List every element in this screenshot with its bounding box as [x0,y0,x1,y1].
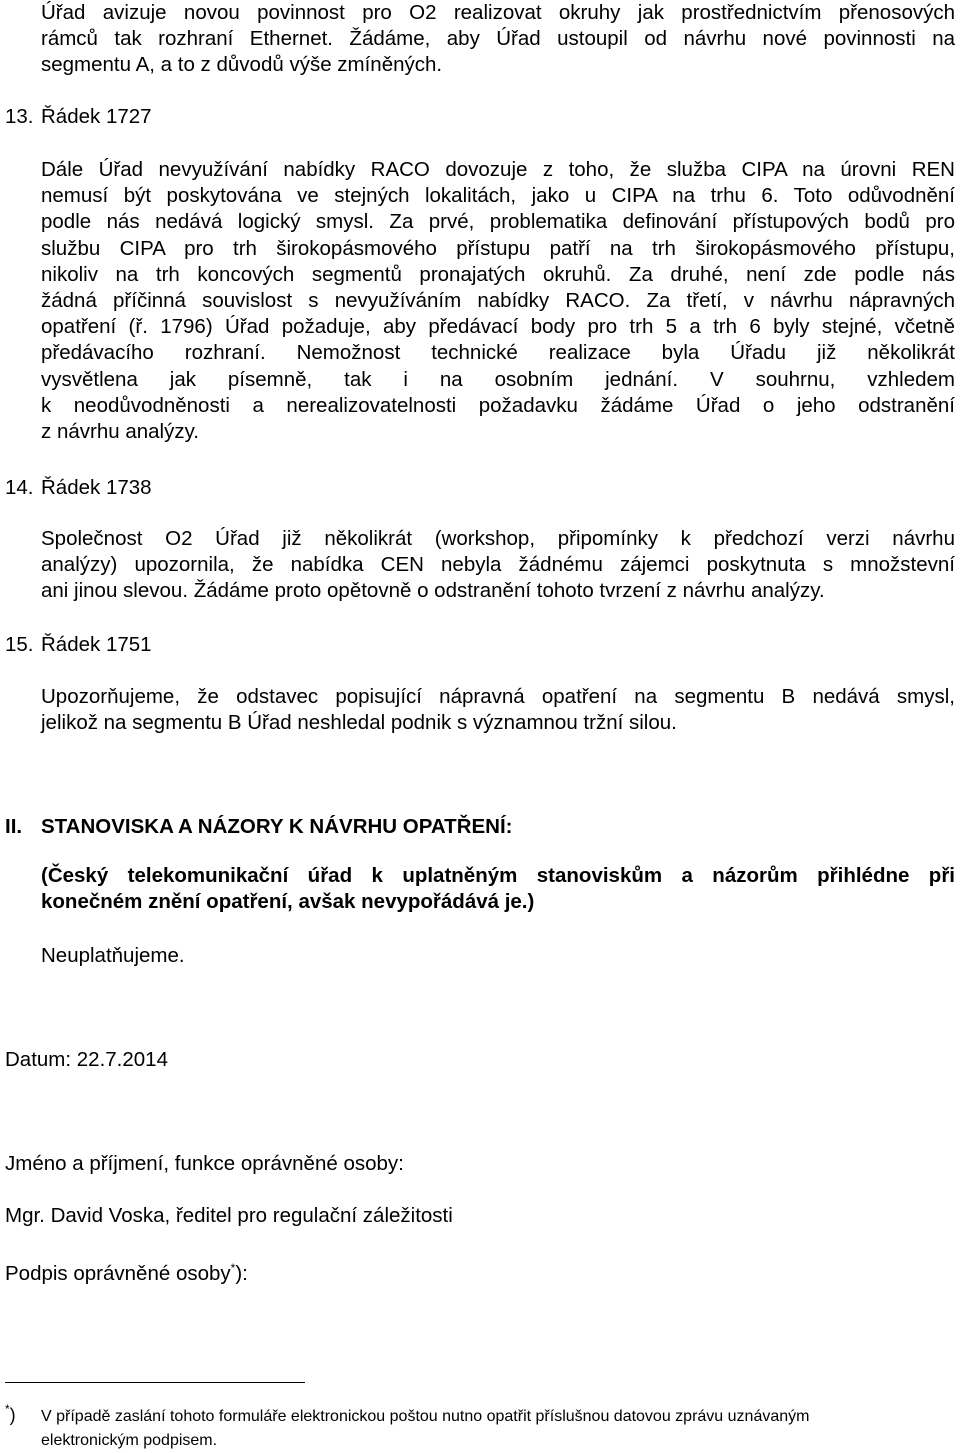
item-number: 14. [5,476,34,499]
text-line: k neodůvodněnosti a nerealizovatelnosti požadavku žádáme Úřad o jeho odstranění [41,393,955,417]
section-title: STANOVISKA A NÁZORY K NÁVRHU OPATŘENÍ: [41,815,513,838]
text-line: Dále Úřad nevyužívání nabídky RACO dovozuje z toho, že služba CIPA na úrovni REN [41,158,955,181]
footnote-marker [5,1396,16,1428]
item-number: 13. [5,105,34,128]
item-heading-13 [5,104,152,130]
text-line: analýzy) upozornila, že nabídka CEN nebyla žádnému zájemci poskytnuta s množstevní [41,553,955,577]
name-label: Jméno a příjmení, funkce oprávněné osoby: [5,1152,404,1175]
text-line: nikoliv na trh koncových segmentů pronajatých okruhů. Za druhé, není zde podle nás [41,262,955,286]
item-15-paragraph [41,684,955,736]
item-14-paragraph [41,526,955,605]
footnote-paren: ) [9,1405,16,1425]
item-number: 15. [5,633,34,656]
text-line: (Český telekomunikační úřad k uplatněným stanoviskům a názorům přihlédne při [41,864,955,887]
text-line: nemusí být poskytována ve stejných lokalitách, jako u CIPA na trhu 6. Toto odůvodnění [41,184,955,208]
item-13-paragraph [41,157,955,445]
item-heading-14 [5,475,152,501]
text-line: Úřad avizuje novou povinnost pro O2 realizovat okruhy jak prostřednictvím přenosových [41,1,955,24]
signature-label [5,1255,248,1287]
text-line: V případě zaslání tohoto formuláře elektronickou poštou nutno opatřit příslušnou datovou zprávu uznávaným [41,1408,810,1425]
text-line: jelikož na segmentu B Úřad neshledal podnik s významnou tržní silou. [41,711,677,735]
text-line: Upozorňujeme, že odstavec popisující nápravná opatření na segmentu B nedává smysl, [41,685,955,708]
text-line: Společnost O2 Úřad již několikrát (workshop, připomínky k předchozí verzi návrhu [41,527,955,550]
item-title: Řádek 1738 [41,476,152,499]
text-line: konečném znění opatření, avšak nevypořádává je.) [41,890,535,914]
date-field: Datum: 22.7.2014 [5,1048,168,1071]
footnote-text [41,1405,957,1453]
text-line: žádná příčinná souvislost s nevyužíváním nabídky RACO. Za třetí, v návrhu nápravných [41,289,955,313]
text-line: elektronickým podpisem. [41,1432,218,1449]
name-value: Mgr. David Voska, ředitel pro regulační záležitosti [5,1204,453,1227]
section-heading [5,814,513,840]
intro-paragraph [41,0,955,79]
footnote-star: * [5,1402,10,1416]
section-response: Neuplatňujeme. [41,944,185,967]
text-line: opatření (ř. 1796) Úřad požaduje, aby předávací body pro trh 5 a trh 6 byly stejné, včetně [41,315,955,339]
section-note [41,863,955,915]
item-title: Řádek 1727 [41,105,152,128]
text-line: ani jinou slevou. Žádáme proto opětovně o odstranění tohoto tvrzení z návrhu analýzy. [41,579,825,603]
text-line: rámců tak rozhraní Ethernet. Žádáme, aby Úřad ustoupil od návrhu nové povinnosti na [41,27,955,51]
footnote-divider [5,1382,305,1383]
text-line: službu CIPA pro trh širokopásmového přístupu patří na trh širokopásmového přístupu, [41,236,955,260]
text-line: segmentu A, a to z důvodů výše zmíněných. [41,53,443,77]
item-heading-15 [5,632,152,658]
section-number: II. [5,815,23,838]
text-line: vysvětlena jak písemně, tak i na osobním jednání. V souhrnu, vzhledem [41,367,955,391]
signature-label-end: ): [235,1262,248,1285]
item-title: Řádek 1751 [41,633,152,656]
signature-label-text: Podpis oprávněné osoby [5,1262,231,1285]
text-line: předávacího rozhraní. Nemožnost technické realizace byla Úřadu již několikrát [41,341,955,365]
text-line: podle nás nedává logický smysl. Za prvé, problematika definování přístupových bodů pro [41,210,955,234]
text-line: z návrhu analýzy. [41,420,200,444]
footnote-reference: * [230,1261,236,1275]
